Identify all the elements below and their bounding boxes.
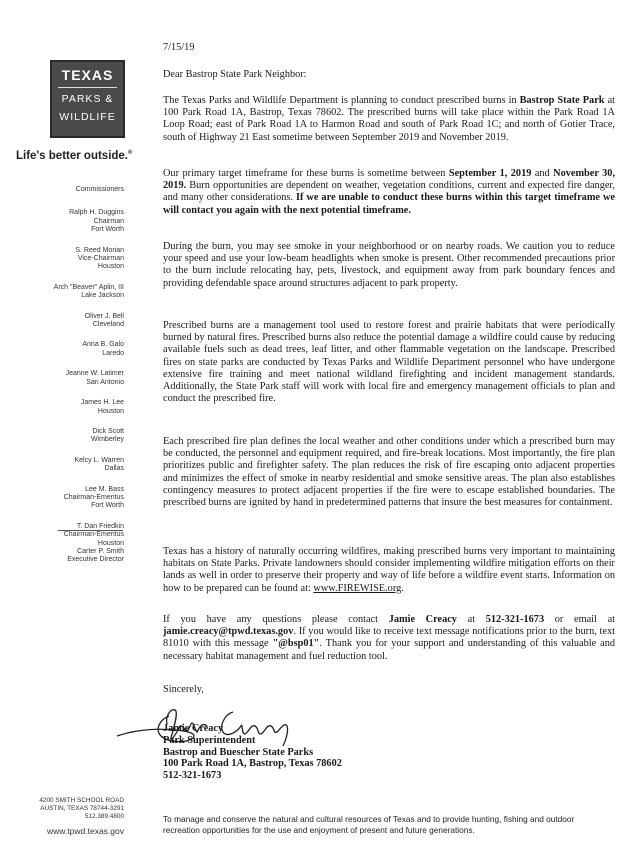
p2-text-e: Burn opportunities are dependent on weather, vegetation conditions, current and expected fire danger, and many other considerations. [163, 180, 615, 204]
sidebar-divider [58, 530, 123, 531]
p2-contact-note: If we are unable to conduct these burns within this target timeframe we will contact you again with the next potential timeframe. [163, 192, 615, 216]
commissioner-role: Chairman-Emeritus [63, 493, 124, 501]
commissioner-city: Wimberley [90, 436, 124, 444]
commissioner-city: Houston [97, 539, 124, 547]
commissioner-name: James H. Lee [80, 399, 124, 407]
commissioner-entry [20, 370, 124, 387]
commissioner-role: Chairman [93, 217, 124, 225]
commissioner-city: Fort Worth [91, 226, 124, 234]
commissioner-entry [20, 247, 124, 272]
commissioner-name: Oliver J. Bell [84, 312, 124, 320]
salutation: Dear Bastrop State Park Neighbor: [163, 69, 307, 80]
p7-email[interactable]: jamie.creacy@tpwd.texas.gov [163, 626, 294, 638]
p7-text-e: or email at [544, 614, 616, 625]
commissioner-city: Cleveland [92, 321, 124, 329]
commissioner-city: Lake Jackson [81, 292, 124, 300]
p7-text-g: . If you would like to receive text message notifications prior to the burn, text 81010 with this message [163, 626, 615, 650]
signer-phone: 512-321-1673 [163, 770, 222, 782]
logo-line-texas: TEXAS [61, 67, 114, 83]
commissioner-name: Lee M. Bass [85, 485, 124, 493]
director-name: Carter P. Smith [77, 548, 124, 555]
signature-block [163, 723, 342, 782]
p6-end: . [401, 582, 404, 594]
p2-text-a: Our primary target timeframe for these burns is sometime between [163, 168, 449, 179]
tpwd-logo [50, 60, 125, 138]
logo-line-wildlife: WILDLIFE [59, 111, 116, 123]
commissioner-role: Chairman-Emeritus [63, 531, 124, 539]
p2-end-date: November 30, 2019. [163, 168, 616, 192]
logo-line-parks: PARKS & [61, 93, 114, 105]
p7-phone: 512-321-1673 [485, 614, 545, 625]
p1-text-a: The Texas Parks and Wildlife Department is planning to conduct prescribed burns in [163, 95, 520, 106]
commissioner-name: Dick Scott [92, 427, 124, 435]
commissioner-entry [20, 486, 124, 511]
commissioner-name: Anna B. Galo [82, 341, 124, 349]
closing: Sincerely, [163, 684, 204, 695]
signer-org: Bastrop and Buescher State Parks [163, 746, 314, 758]
commissioner-entry [20, 523, 124, 548]
commissioner-entry [20, 284, 124, 301]
commissioner-entry [20, 399, 124, 416]
commissioner-city: Dallas [104, 465, 124, 473]
paragraph-fire-plan: Each prescribed fire plan defines the local weather and other conditions under which a prescribed burn may be conducted, the personnel and equipment required, and fire-break locations. Most importantly, the fire plan prioritizes public and firefighter safety. The plan reduces the risk of fire escaping onto adjacent properties and minimizes the effect of smoke in nearby residential and smoke sensitive areas. The plan also establishes contingency measures to protect adjacent properties if the fire were to escape established boundaries. The prescribed burns are ignited by hand in predetermined patterns that insure the best measures for containment. [163, 436, 615, 509]
logo-rule [58, 87, 117, 88]
mailing-address [20, 797, 124, 820]
paragraph-intro [163, 95, 615, 144]
address-street: 4200 SMITH SCHOOL ROAD [39, 797, 124, 804]
paragraph-precautions: During the burn, you may see smoke in your neighborhood or on nearby roads. We caution you to reduce your speed and use your low-beam headlights when smoke is present. Other recommended precautions prior to the burn include relocating hay, pets, livestock, and equipment away from park boundary fences and providing defendable space around structures adjacent to park property. [163, 241, 615, 289]
p1-text-c: at 100 Park Road 1A, Bastrop, Texas 78602. The prescribed burns will take place within the Park Road 1A Loop Road; east of Park Road 1A to Harmon Road and south of Park Road 1C; and north of Gotier Trace, south of Highway 21 East sometime between September 2019 and November 2019. [163, 95, 615, 143]
website-link[interactable]: www.tpwd.texas.gov [46, 826, 124, 836]
commissioner-entry [20, 313, 124, 330]
commissioner-city: Houston [97, 263, 124, 271]
commissioner-name: Jeanne W. Latimer [65, 370, 124, 378]
p7-contact-name: Jamie Creacy [388, 614, 457, 625]
p1-park-name: Bastrop State Park [519, 95, 605, 106]
firewise-link[interactable]: www.FIREWISE.org [313, 582, 402, 594]
paragraph-management-tool: Prescribed burns are a management tool used to restore forest and prairie habitats that were periodically burned by natural fires. Prescribed burns also reduce the potential damage a wildfire could cause by reducing available fuels such as dead trees, leaf litter, and other flammable vegetation on the landscape. Prescribed fires on state parks are conducted by Texas Parks and Wildlife Department personnel who have undergone extensive fire training and meet national wildland firefighting and incident management standards. Additionally, the State Park staff will work with local fire and emergency management officials to plan and conduct the prescribed fire. [163, 320, 615, 405]
commissioner-city: Laredo [102, 349, 124, 357]
mission-statement: To manage and conserve the natural and cultural resources of Texas and to provide hunting, fishing and outdoor recreation opportunities for the use and enjoyment of present and future generations. [163, 814, 575, 835]
p2-text-c: and [531, 168, 554, 179]
commissioner-city: San Antonio [86, 378, 124, 386]
signer-name: Jamie Creacy [163, 723, 224, 734]
registered-mark: ® [128, 150, 133, 157]
commissioner-entry [20, 341, 124, 358]
paragraph-contact [163, 614, 615, 663]
p7-text-i: . Thank you for your support and understanding of this valuable and necessary habitat management and fuel reduction tool. [163, 638, 615, 662]
commissioner-entry [20, 457, 124, 474]
commissioner-name: S. Reed Morian [75, 246, 124, 254]
signer-address: 100 Park Road 1A, Bastrop, Texas 78602 [163, 758, 342, 770]
tagline-text: Life's better outside. [16, 150, 129, 162]
p7-text-code: "@bsp01" [272, 638, 320, 650]
address-city: AUSTIN, TEXAS 78744-3291 [40, 804, 124, 812]
commissioners-list [20, 186, 124, 560]
director-title: Executive Director [67, 556, 124, 564]
letter-date: 7/15/19 [163, 42, 195, 53]
commissioner-entry [20, 428, 124, 445]
p7-text-a: If you have any questions please contact [163, 614, 389, 625]
commissioner-name: Ralph H. Duggins [69, 209, 124, 217]
commissioner-entry [20, 209, 124, 234]
commissioner-role: Vice-Chairman [77, 255, 124, 263]
p6-text: Texas has a history of naturally occurring wildfires, making prescribed burns very important to maintaining habitats on State Parks. Private landowners should consider implementing wildfire mitigation efforts on their lands as well in order to preserve their property and way of life before a wildfire event starts. Information on how to be prepared can be found at: [163, 546, 615, 594]
commissioner-city: Houston [97, 407, 124, 415]
paragraph-wildfire-history [163, 546, 615, 595]
commissioner-name: Kelcy L. Warren [74, 456, 124, 464]
commissioner-name: Arch "Beaver" Aplin, III [53, 283, 124, 291]
commissioner-city: Fort Worth [91, 502, 124, 510]
tagline [16, 150, 146, 162]
p2-start-date: September 1, 2019 [448, 168, 532, 179]
executive-director [20, 548, 124, 565]
address-phone: 512.389.4800 [84, 812, 124, 820]
commissioners-title: Commissioners [75, 186, 124, 193]
signer-title: Park Superintendent [163, 734, 256, 746]
commissioner-name: T. Dan Friedkin [76, 522, 124, 530]
p7-text-c: at [456, 614, 486, 625]
paragraph-timeframe [163, 168, 615, 217]
